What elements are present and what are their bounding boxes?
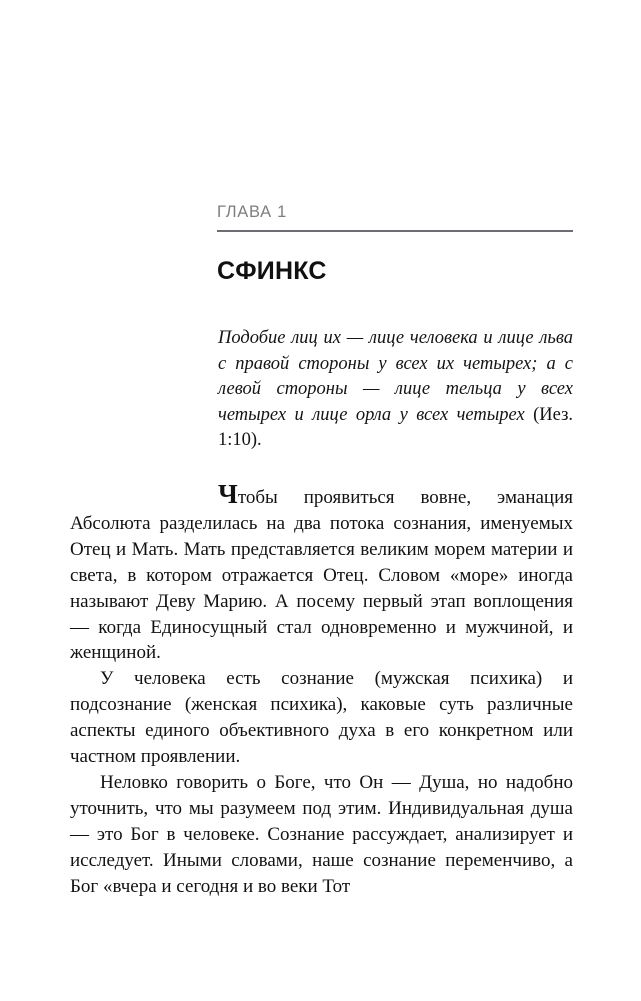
epigraph — [218, 326, 573, 454]
initial-capital: Ч — [218, 479, 238, 509]
chapter-header — [217, 203, 573, 284]
paragraph-text: Неловко говорить о Боге, что Он — Душа, но надобно уточнить, что мы разумеем под этим. Индивидуальная душа — это Бог в человеке. Сознание рассуждает, анализирует и исследует. Иными словами, наше сознание переменчиво, а Бог «вчера и сегодня и во веки Тот — [70, 771, 573, 897]
paragraph — [70, 666, 573, 770]
epigraph-citation: (Иез. 1:10). — [218, 404, 573, 451]
paragraph — [70, 770, 573, 900]
chapter-title: СФИНКС — [217, 257, 327, 286]
body-copy — [70, 479, 573, 900]
epigraph-text: Подобие лиц их — лице человека и лице льва с правой стороны у всех их четырех; а с левой стороны — лице тельца у всех четырех и лице орла у всех четырех — [218, 328, 573, 425]
chapter-label: ГЛАВА 1 — [217, 203, 287, 221]
paragraph — [70, 479, 573, 666]
paragraph-text: У человека есть сознание (мужская психика) и подсознание (женская психика), каковые суть различные аспекты единого объективного духа в его конкретном или частном проявлении. — [70, 668, 573, 768]
paragraph-text: тобы проявиться вовне, эманация Абсолюта разделилась на два потока сознания, именуемых Отец и Мать. Мать представляется великим морем материи и света, в котором отражается Отец. Словом «море» иногда называют Деву Марию. А посему первый этап воплощения — когда Единосущный стал одновременно и мужчиной, и женщиной. — [70, 487, 573, 664]
